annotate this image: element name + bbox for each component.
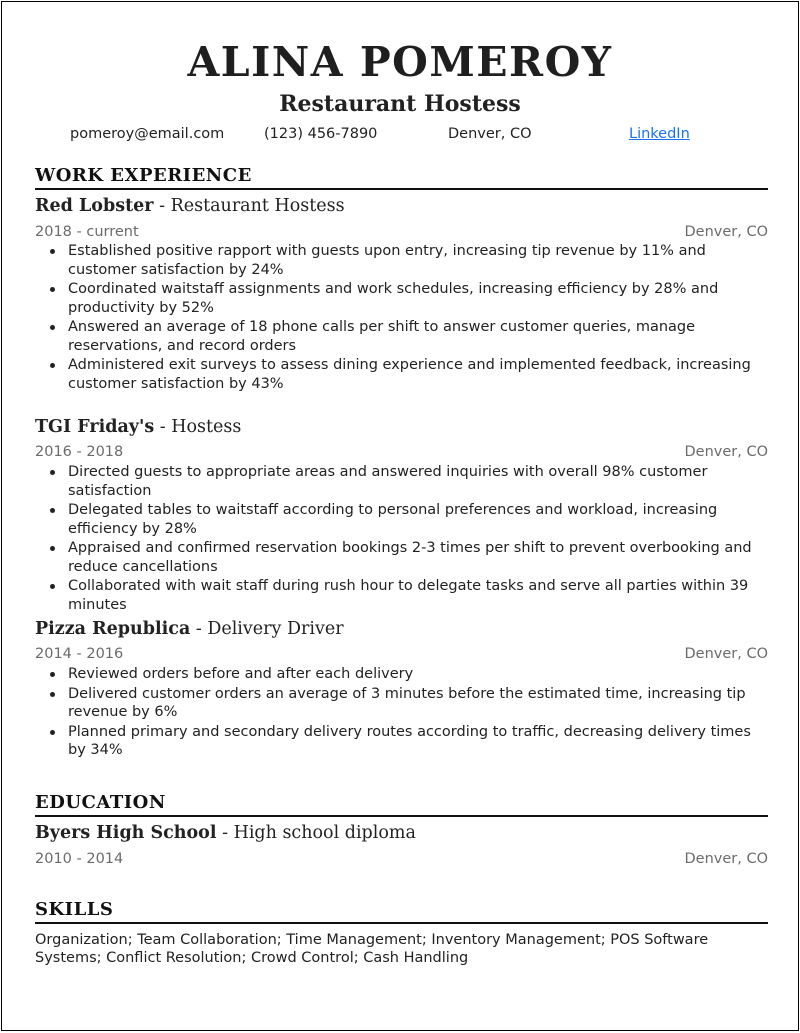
linkedin-link[interactable]: LinkedIn [629, 126, 690, 142]
education-school: Byers High School [35, 823, 217, 843]
job-role: Delivery Driver [207, 619, 344, 639]
job-heading [35, 195, 768, 217]
job-dates: 2014 - 2016 [35, 646, 124, 662]
list-item: Answered an average of 18 phone calls per shift to answer customer queries, manage reservations, and record orders [35, 318, 768, 355]
education-degree: High school diploma [233, 823, 416, 843]
section-heading-work-experience: WORK EXPERIENCE [35, 165, 768, 190]
job-location: Denver, CO [684, 646, 768, 662]
contact-location: Denver, CO [448, 126, 532, 142]
job-separator: - [153, 196, 171, 216]
job-bullets [35, 665, 768, 761]
job-meta [35, 223, 768, 241]
list-item: Directed guests to appropriate areas and answered inquiries with overall 98% customer satisfaction [35, 463, 768, 500]
contact-email: pomeroy@email.com [70, 126, 225, 142]
list-item: Delegated tables to waitstaff according to personal preferences and workload, increasing efficiency by 28% [35, 501, 768, 538]
job-heading [35, 618, 768, 640]
candidate-title: Restaurant Hostess [279, 91, 521, 117]
list-item: Coordinated waitstaff assignments and work schedules, increasing efficiency by 28% and productivity by 52% [35, 280, 768, 317]
job-location: Denver, CO [684, 224, 768, 240]
resume-page [1, 1, 799, 1031]
job-role: Hostess [171, 417, 242, 437]
list-item: Appraised and confirmed reservation bookings 2-3 times per shift to prevent overbooking and reduce cancellations [35, 539, 768, 576]
section-heading-education: EDUCATION [35, 792, 768, 817]
job-separator: - [154, 417, 172, 437]
job-dates: 2018 - current [35, 224, 139, 240]
job-company: TGI Friday's [35, 417, 155, 437]
job-company: Pizza Republica [35, 619, 191, 639]
education-separator: - [216, 823, 234, 843]
education-dates: 2010 - 2014 [35, 851, 124, 867]
list-item: Reviewed orders before and after each delivery [35, 665, 768, 684]
education-heading [35, 822, 768, 844]
job-bullets [35, 463, 768, 615]
job-location: Denver, CO [684, 444, 768, 460]
contact-phone: (123) 456-7890 [264, 126, 378, 142]
job-meta [35, 443, 768, 461]
job-bullets [35, 242, 768, 394]
job-meta [35, 645, 768, 663]
list-item: Established positive rapport with guests upon entry, increasing tip revenue by 11% and customer satisfaction by 24% [35, 242, 768, 279]
education-location: Denver, CO [684, 851, 768, 867]
job-dates: 2016 - 2018 [35, 444, 124, 460]
skills-list: Organization; Team Collaboration; Time Management; Inventory Management; POS Software Systems; Conflict Resolution; Crowd Control; Cash Handling [35, 932, 709, 966]
list-item: Planned primary and secondary delivery routes according to traffic, decreasing delivery times by 34% [35, 723, 768, 760]
education-meta [35, 850, 768, 868]
list-item: Collaborated with wait staff during rush hour to delegate tasks and serve all parties within 39 minutes [35, 577, 768, 614]
job-role: Restaurant Hostess [170, 196, 345, 216]
list-item: Administered exit surveys to assess dining experience and implemented feedback, increasing customer satisfaction by 43% [35, 356, 768, 393]
list-item: Delivered customer orders an average of 3 minutes before the estimated time, increasing tip revenue by 6% [35, 685, 768, 722]
job-separator: - [190, 619, 208, 639]
section-heading-skills: SKILLS [35, 899, 768, 924]
job-heading [35, 416, 768, 438]
candidate-name: ALINA POMEROY [187, 38, 613, 86]
job-company: Red Lobster [35, 196, 154, 216]
